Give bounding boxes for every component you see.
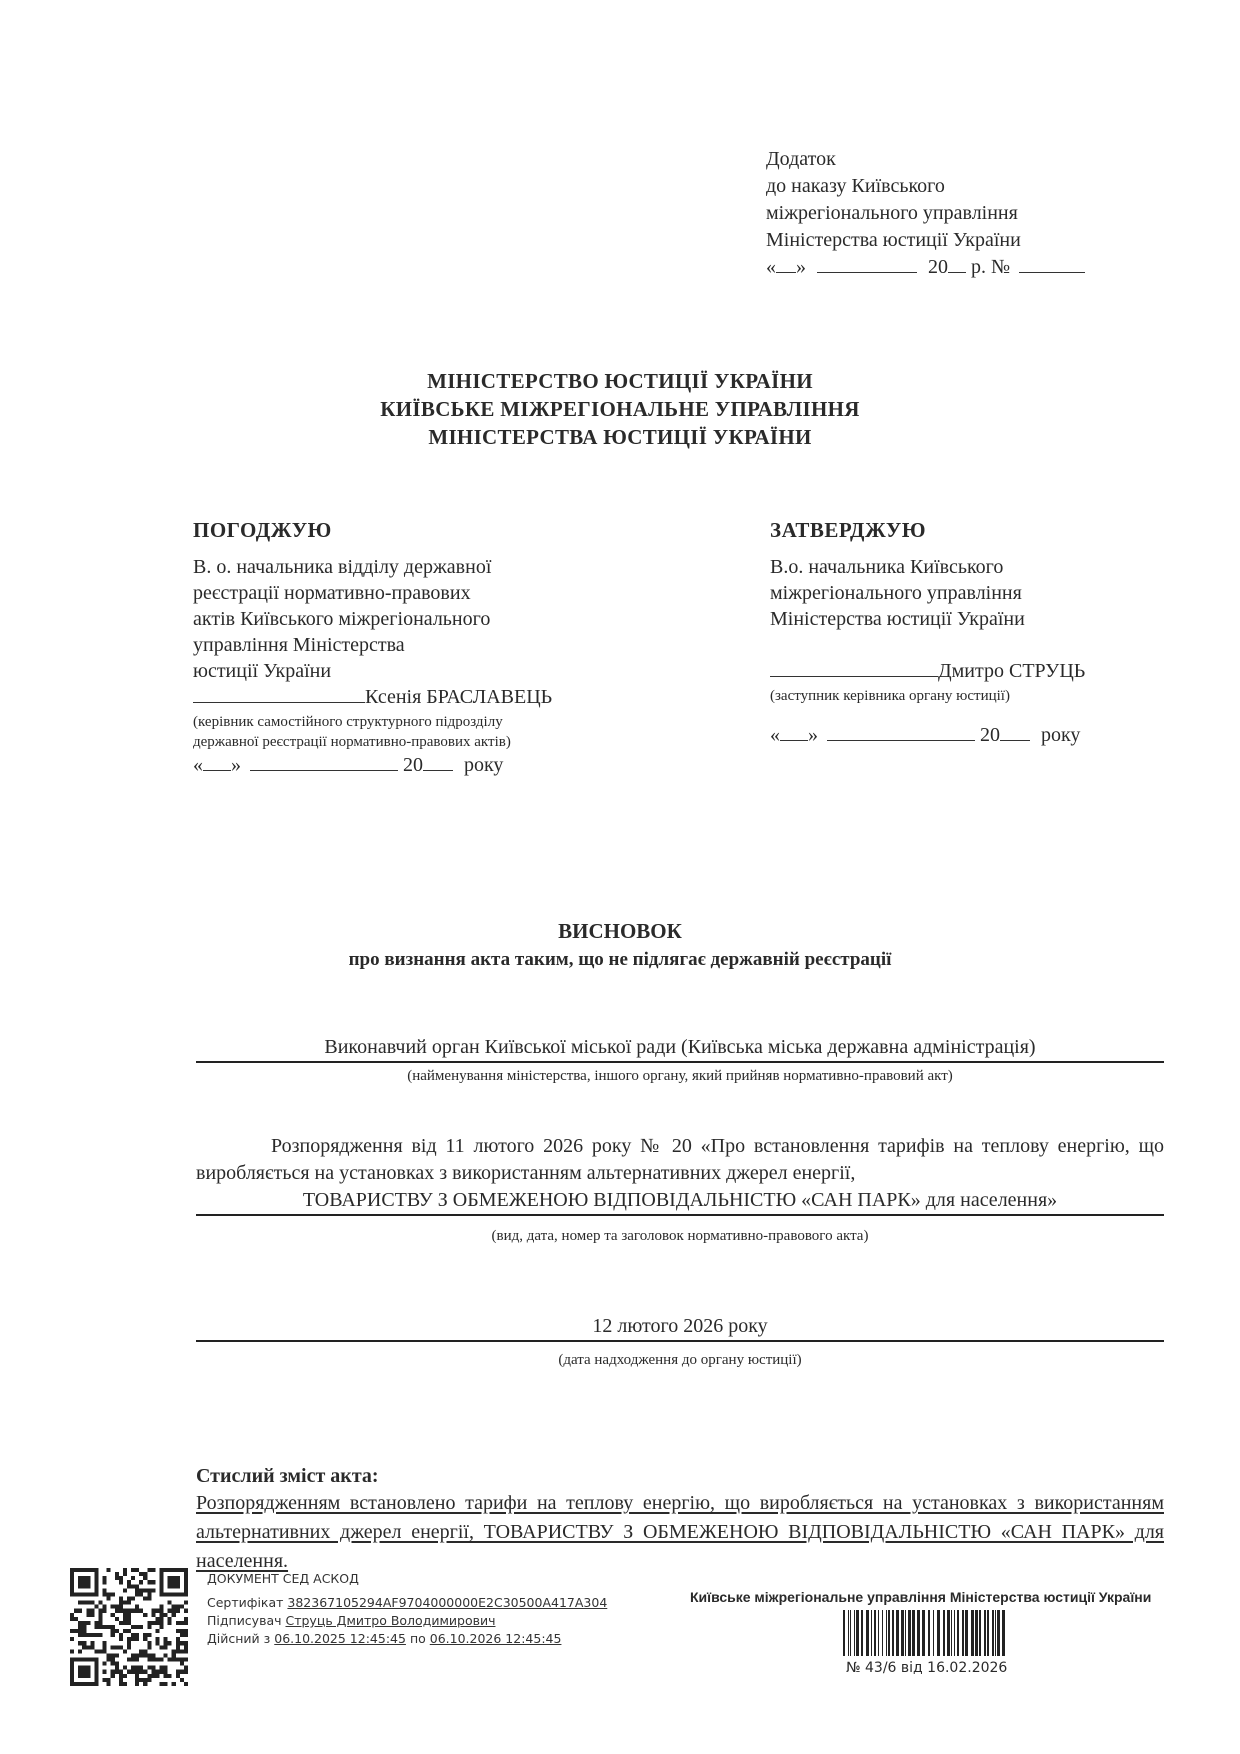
agree-date-row: « » 20 року [193,754,504,776]
summary-text-block [196,1489,1164,1576]
signature-blank [193,702,365,703]
act-title-text: Розпорядження від 11 лютого 2026 року № 20 «Про встановлення тарифів на теплову енергію, що виробляється на установках з використанням альтернативних джерел енергії, [196,1135,1164,1184]
ministry-header [0,367,1240,451]
act-caption: (вид, дата, номер та заголовок нормативно-правового акта) [491,1228,869,1244]
signature-blank [770,676,938,677]
blank-day [776,272,796,273]
appendix-line-3: міжрегіонального управління [766,202,1018,224]
agree-signature-row [193,684,663,710]
receipt-date-field: 12 лютого 2026 року [196,1313,1164,1342]
appendix-date-line: « » 20 р. № [766,254,1146,281]
esign-valid-from: 06.10.2025 12:45:45 [274,1631,406,1646]
agree-line-3: актів Київського міжрегіонального [193,608,491,630]
agree-line-5: юстиції України [193,660,332,682]
agree-note-1: (керівник самостійного структурного підрозділу [193,714,503,730]
agree-heading: ПОГОДЖУЮ [193,518,332,542]
approve-line-1: В.о. начальника Київського [770,556,1004,578]
blank-month [817,272,917,273]
esign-stamp [207,1570,687,1648]
summary-title: Стислий зміст акта: [196,1465,379,1487]
agree-signatory: Ксенія БРАСЛАВЕЦЬ [365,686,553,708]
agree-line-1: В. о. начальника відділу державної [193,556,492,578]
approve-date-row: « » 20 року [770,724,1081,746]
blank-year [948,272,966,273]
agree-note-2: державної реєстрації нормативно-правових актів) [193,734,511,750]
appendix-line-4: Міністерства юстиції України [766,229,1021,251]
esign-signer: Струць Дмитро Володимирович [285,1613,496,1628]
registration-number: № 43/6 від 16.02.2026 [846,1660,1008,1676]
esign-validity-row: Дійсний з 06.10.2025 12:45:45 по 06.10.2026 12:45:45 [207,1631,562,1646]
act-title-last-line: ТОВАРИСТВУ З ОБМЕЖЕНОЮ ВІДПОВІДАЛЬНІСТЮ «САН ПАРК» для населення» [196,1187,1164,1216]
esign-signer-row: Підписувач Струць Дмитро Володимирович [207,1613,496,1628]
approve-heading: ЗАТВЕРДЖУЮ [770,518,926,542]
header-line-3: МІНІСТЕРСТВА ЮСТИЦІЇ УКРАЇНИ [428,425,812,449]
blank-number [1019,272,1085,273]
issuer-field: Виконавчий орган Київської міської ради (Київська міська державна адміністрація) [196,1034,1164,1063]
approve-note: (заступник керівника органу юстиції) [770,688,1010,704]
qr-code-icon [70,1568,188,1686]
receipt-caption: (дата надходження до органу юстиції) [558,1352,802,1368]
conclusion-subtitle: про визнання акта таким, що не підлягає державній реєстрації [348,949,892,970]
header-line-2: КИЇВСЬКЕ МІЖРЕГІОНАЛЬНЕ УПРАВЛІННЯ [380,397,860,421]
approve-signature-row [770,658,1190,684]
approve-line-3: Міністерства юстиції України [770,608,1025,630]
summary-text: Розпорядженням встановлено тарифи на теплову енергію, що виробляється на установках з використанням альтернативних джерел енергії, ТОВАРИСТВУ З ОБМЕЖЕНОЮ ВІДПОВІДАЛЬНІСТЮ «САН ПАРК» для населення. [196,1492,1164,1572]
header-line-1: МІНІСТЕРСТВО ЮСТИЦІЇ УКРАЇНИ [427,369,813,393]
approve-block [770,516,1190,748]
approve-signatory: Дмитро СТРУЦЬ [938,660,1086,682]
esign-valid-to: 06.10.2026 12:45:45 [429,1631,562,1646]
esign-system: ДОКУМЕНТ СЕД АСКОД [207,1571,359,1586]
appendix-block [766,146,1146,281]
agree-line-4: управління Міністерства [193,634,405,656]
issuer-caption: (найменування міністерства, іншого органу, який прийняв нормативно-правовий акт) [407,1068,953,1084]
registration-organization: Київське міжрегіональне управління Міністерства юстиції України [690,1589,1152,1605]
esign-certificate: 382367105294AF9704000000E2C30500A417A304 [287,1595,608,1610]
conclusion-title: ВИСНОВОК [558,919,682,943]
appendix-line-1: Додаток [766,148,836,170]
appendix-line-2: до наказу Київського [766,175,945,197]
esign-certificate-row: Сертифікат 382367105294AF9704000000E2C30500A417A304 [207,1595,608,1610]
agree-block [193,516,663,778]
approve-line-2: міжрегіонального управління [770,582,1022,604]
barcode-icon [843,1610,1008,1656]
agree-line-2: реєстрації нормативно-правових [193,582,471,604]
